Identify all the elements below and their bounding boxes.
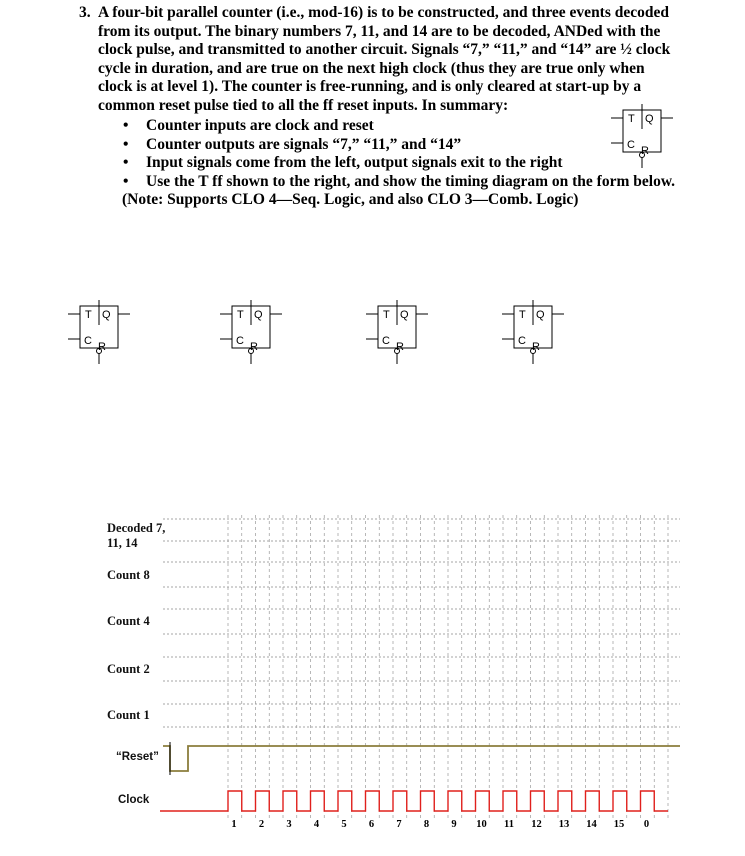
problem-line: from its output. The binary numbers 7, 11, and 14 are to be decoded, ANDed with the — [98, 22, 661, 40]
problem-line: common reset pulse tied to all the ff reset inputs. In summary: — [98, 96, 509, 114]
t-flip-flop-bit1 — [220, 300, 282, 364]
signal-label-decoded: Decoded 7, 11, 14 — [107, 521, 166, 550]
ff-c-label: C — [382, 335, 390, 347]
clock-cycle-number: 9 — [451, 819, 457, 830]
t-flip-flop-bit0 — [68, 300, 130, 364]
ff-c-label: C — [518, 335, 526, 347]
bullet-item: • Counter inputs are clock and reset — [123, 117, 374, 134]
signal-label-count1: Count 1 — [107, 708, 150, 722]
problem-line: clock is at level 1). The counter is free-running, and is only cleared at start-up by a — [98, 78, 642, 95]
ff-r-label: R — [396, 341, 404, 353]
clock-cycle-number: 14 — [586, 819, 597, 830]
signal-label-count2: Count 2 — [107, 662, 150, 676]
clock-cycle-number: 13 — [558, 819, 570, 830]
signal-label-reset: “Reset” — [116, 751, 159, 763]
bullet-dot-icon: • — [123, 135, 129, 153]
clock-cycle-number: 1 — [231, 819, 237, 830]
ff-t-label: T — [383, 309, 390, 321]
problem-number: 3. — [79, 4, 91, 21]
ff-q-label: Q — [536, 309, 545, 321]
bullet-item: • Input signals come from the left, output signals exit to the right — [123, 154, 563, 171]
clock-cycle-number: 0 — [643, 819, 650, 830]
clock-cycle-number: 4 — [313, 819, 320, 830]
ff-c-label: C — [84, 335, 92, 347]
clock-cycle-number: 5 — [341, 819, 347, 830]
clock-cycle-number: 10 — [476, 819, 487, 830]
bullet-item: • Use the T ff shown to the right, and show the timing diagram on the form below. — [123, 172, 676, 190]
problem-line: cycle in duration, and are true on the next high clock (thus they are true only when — [98, 59, 645, 77]
clock-waveform — [160, 791, 668, 811]
clock-cycle-number: 2 — [258, 819, 265, 830]
ff-q-label: Q — [645, 113, 654, 125]
reset-waveform — [163, 746, 680, 771]
clock-cycle-number: 7 — [396, 819, 402, 830]
ff-r-label: R — [98, 341, 106, 353]
signal-label-count8: Count 8 — [107, 568, 150, 582]
clock-cycle-number: 6 — [368, 819, 375, 830]
ff-t-label: T — [85, 309, 92, 321]
ff-c-label: C — [627, 139, 635, 151]
ff-q-label: Q — [254, 309, 263, 321]
t-flip-flop-bit2 — [366, 300, 428, 364]
reference-t-flip-flop — [611, 104, 673, 168]
bullet-dot-icon: • — [123, 154, 129, 171]
clock-cycle-number: 11 — [504, 819, 514, 830]
signal-label-count4: Count 4 — [107, 614, 150, 628]
ff-q-label: Q — [400, 309, 409, 321]
ff-q-label: Q — [102, 309, 111, 321]
clock-cycle-number: 12 — [531, 819, 542, 830]
ff-r-label: R — [532, 341, 540, 353]
problem-line: A four-bit parallel counter (i.e., mod-16) is to be constructed, and three events decoded — [98, 4, 670, 21]
clock-cycle-number: 15 — [613, 819, 625, 830]
clock-cycle-number: 8 — [423, 819, 430, 830]
problem-line: clock pulse, and transmitted to another circuit. Signals “7,” “11,” and “14” are ½ clock — [98, 41, 671, 58]
ff-r-label: R — [250, 341, 258, 353]
ff-c-label: C — [236, 335, 244, 347]
clo-note: (Note: Supports CLO 4—Seq. Logic, and also CLO 3—Comb. Logic) — [122, 191, 579, 208]
clock-cycle-number: 3 — [286, 819, 292, 830]
bullet-dot-icon: • — [123, 117, 129, 134]
bullet-item: • Counter outputs are signals “7,” “11,” and “14” — [123, 135, 462, 153]
signal-label-clock: Clock — [118, 794, 150, 806]
ff-t-label: T — [237, 309, 244, 321]
ff-r-label: R — [641, 145, 649, 157]
ff-t-label: T — [519, 309, 526, 321]
ff-t-label: T — [628, 113, 635, 125]
bullet-dot-icon: • — [123, 172, 129, 190]
t-flip-flop-bit3 — [502, 300, 564, 364]
